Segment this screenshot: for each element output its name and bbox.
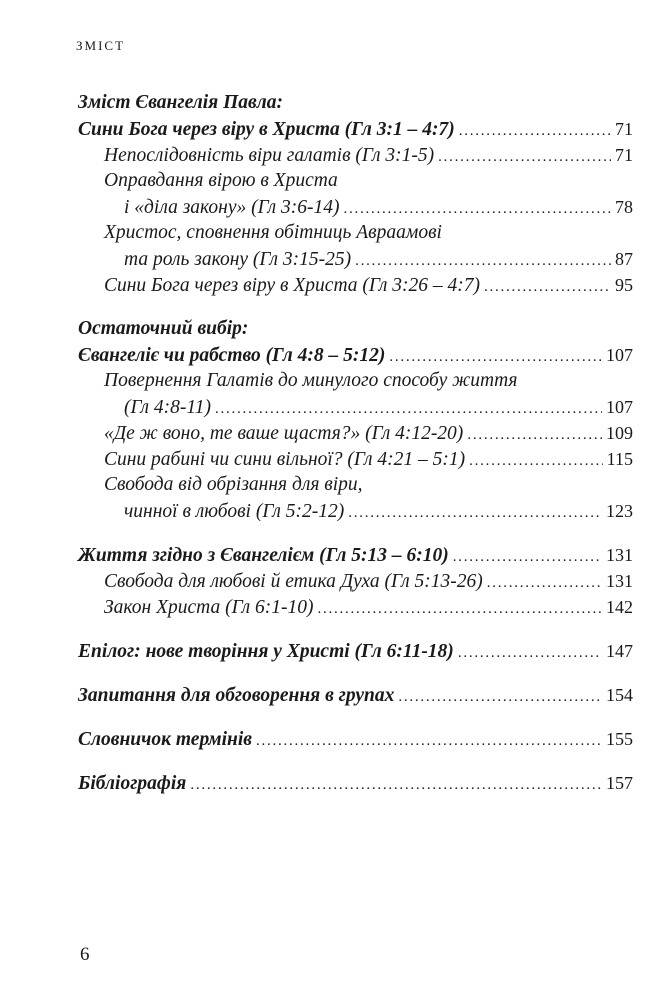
toc-entry: Сини рабині чи сини вільної? (Гл 4:21 – 5:1) . . . 115	[78, 446, 633, 472]
toc-entry: і «діла закону» (Гл 3:6-14) . . . 78	[78, 194, 633, 220]
page-ref: 71	[615, 145, 633, 165]
page-ref: 131	[606, 571, 633, 591]
toc-entry-line: Повернення Галатів до минулого способу життя	[104, 370, 518, 391]
leader-dots	[256, 728, 602, 754]
toc-entry-line: Оправдання вірою в Христа	[104, 170, 338, 191]
leader-dots	[190, 772, 602, 798]
toc-entry-line: Христос, сповнення обітниць Авраамові	[104, 222, 442, 243]
toc-entry: Непослідовність віри галатів (Гл 3:1-5) . . . 71	[78, 142, 633, 168]
toc-entry: Сини Бога через віру в Христа (Гл 3:26 – 4:7) . . . 95	[78, 272, 633, 298]
leader-dots	[467, 422, 602, 448]
toc-entry: Євангеліє чи рабство (Гл 4:8 – 5:12) . . . 107	[78, 342, 633, 368]
toc-section-heading: Зміст Євангелія Павла:	[78, 92, 283, 113]
leader-dots	[344, 196, 611, 222]
leader-dots	[484, 274, 611, 300]
toc-entry: Епілог: нове творіння у Христі (Гл 6:11-18) . . . 147	[78, 638, 633, 664]
toc-entry: Свобода для любові й етика Духа (Гл 5:13-26) . . . 131	[78, 568, 633, 594]
page-ref: 131	[606, 545, 633, 565]
page-ref: 95	[615, 275, 633, 295]
toc-entry: Словничок термінів . . . 155	[78, 726, 633, 752]
leader-dots	[389, 344, 602, 370]
toc-entry: та роль закону (Гл 3:15-25) . . . 87	[78, 246, 633, 272]
leader-dots	[469, 448, 603, 474]
page-ref: 71	[615, 119, 633, 139]
page-ref: 123	[606, 501, 633, 521]
leader-dots	[355, 248, 611, 274]
toc-entry: Бібліографія . . . 157	[78, 770, 633, 796]
toc-entry-line: Свобода від обрізання для віри,	[104, 474, 363, 495]
leader-dots	[459, 118, 611, 144]
page-ref: 107	[606, 345, 633, 365]
toc-entry: Закон Христа (Гл 6:1-10) . . . 142	[78, 594, 633, 620]
toc-entry: чинної в любові (Гл 5:2-12) . . . 123	[78, 498, 633, 524]
leader-dots	[487, 570, 602, 596]
page-ref: 147	[606, 641, 633, 661]
page-number: 6	[80, 944, 90, 965]
leader-dots	[458, 640, 602, 666]
toc-entry: Запитання для обговорення в групах . . . 154	[78, 682, 633, 708]
page-ref: 109	[606, 423, 633, 443]
page-ref: 87	[615, 249, 633, 269]
leader-dots	[438, 144, 611, 170]
leader-dots	[453, 544, 602, 570]
leader-dots	[398, 684, 602, 710]
toc-entry: Життя згідно з Євангелієм (Гл 5:13 – 6:10) . . . 131	[78, 542, 633, 568]
toc-entry: Сини Бога через віру в Христа (Гл 3:1 – 4:7) . . . 71	[78, 116, 633, 142]
leader-dots	[215, 396, 602, 422]
page-ref: 155	[606, 729, 633, 749]
toc-entry: «Де ж воно, те ваше щастя?» (Гл 4:12-20) . . . 109	[78, 420, 633, 446]
page-ref: 157	[606, 773, 633, 793]
page-ref: 107	[606, 397, 633, 417]
page-ref: 78	[615, 197, 633, 217]
table-of-contents	[78, 90, 633, 796]
running-head: ЗМІСТ	[76, 38, 126, 53]
toc-section-heading: Остаточний вибір:	[78, 318, 249, 339]
page-ref: 142	[606, 597, 633, 617]
toc-entry: (Гл 4:8-11) . . . 107	[78, 394, 633, 420]
page-ref: 154	[606, 685, 633, 705]
leader-dots	[318, 596, 602, 622]
leader-dots	[348, 500, 602, 526]
page-ref: 115	[606, 449, 633, 469]
